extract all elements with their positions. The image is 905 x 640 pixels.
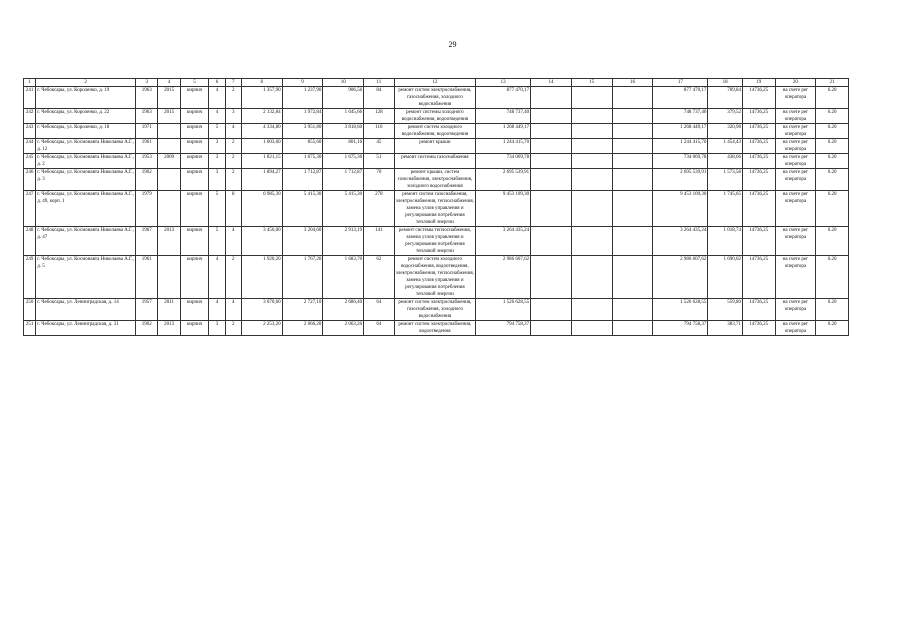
column-number-13: 13 bbox=[476, 79, 531, 87]
limit-cost-cell: 14736,25 bbox=[742, 191, 775, 227]
works-cell: ремонт систем холодного водоснабжения, водоотведения bbox=[394, 124, 475, 139]
entrances-cell: 2 bbox=[225, 139, 241, 154]
table-row bbox=[24, 154, 849, 169]
floors-cell: 5 bbox=[209, 227, 225, 256]
living-area-cell: 1 972,84 bbox=[282, 109, 323, 124]
column-number-18: 18 bbox=[708, 79, 743, 87]
column-number-1: 1 bbox=[24, 79, 36, 87]
cost-fund-cell bbox=[531, 109, 572, 124]
total-area-cell: 1 003,60 bbox=[241, 139, 282, 154]
wall-material-cell: кирпич bbox=[180, 191, 209, 227]
completion-term-cell: 6.20 bbox=[816, 124, 849, 139]
column-number-21: 21 bbox=[816, 79, 849, 87]
cost-total-cell: 794 758,37 bbox=[476, 321, 531, 336]
fund-method-cell: на счете рег оператора bbox=[775, 154, 816, 169]
cost-fund-cell bbox=[531, 139, 572, 154]
column-number-7: 7 bbox=[225, 79, 241, 87]
living-area-cell: 2 066,20 bbox=[282, 321, 323, 336]
completion-term-cell: 6.20 bbox=[816, 321, 849, 336]
column-number-20: 20 bbox=[775, 79, 816, 87]
residents-cell: 70 bbox=[364, 169, 395, 191]
cost-owners-cell: 2 695 539,91 bbox=[653, 169, 708, 191]
column-number-2: 2 bbox=[36, 79, 136, 87]
column-number-5: 5 bbox=[180, 79, 209, 87]
address-cell: г. Чебоксары, ул. Ленинградская, д. 31 bbox=[36, 321, 136, 336]
year-last-repair-cell bbox=[158, 191, 180, 227]
limit-cost-cell: 14736,25 bbox=[742, 256, 775, 299]
address-cell: г. Чебоксары, ул. Космонавта Николаева А.Г., д. 12 bbox=[37, 140, 134, 152]
cost-local-cell bbox=[612, 87, 653, 109]
wall-material-cell: кирпич bbox=[180, 169, 209, 191]
completion-term-cell: 6.20 bbox=[816, 169, 849, 191]
residents-cell: 64 bbox=[364, 299, 395, 321]
works-cell: ремонт систем газоснабжения, электроснабжения, теплоснабжения, замена узлов управления и регулирования потребления тепловой энергии bbox=[395, 192, 474, 225]
repair-table bbox=[23, 78, 849, 336]
address-cell: г. Чебоксары, ул. Короленко, д. 22 bbox=[36, 109, 136, 124]
residents-cell: 116 bbox=[364, 124, 395, 139]
limit-cost-cell: 14736,25 bbox=[742, 227, 775, 256]
unit-cost-cell: 709,84 bbox=[708, 87, 743, 109]
fund-method-cell: на счете рег оператора bbox=[775, 169, 816, 191]
row-number-cell: 251 bbox=[24, 321, 36, 336]
total-area-cell: 1 821,15 bbox=[241, 154, 282, 169]
unit-cost-cell: 438,66 bbox=[708, 154, 743, 169]
limit-cost-cell: 14736,25 bbox=[742, 139, 775, 154]
cost-local-cell bbox=[612, 124, 653, 139]
floors-cell: 3 bbox=[209, 321, 225, 336]
address-cell: г. Чебоксары, ул. Космонавта Николаева А.Г., д. 2 bbox=[37, 155, 134, 167]
total-area-cell: 1 920,20 bbox=[241, 256, 282, 299]
row-number-cell: 241 bbox=[24, 87, 36, 109]
cost-fund-cell bbox=[531, 191, 572, 227]
wall-material-cell: кирпич bbox=[180, 87, 209, 109]
living-area-cell: 1 237,90 bbox=[282, 87, 323, 109]
total-area-cell: 6 985,30 bbox=[241, 191, 282, 227]
column-number-row bbox=[24, 79, 849, 87]
cost-local-cell bbox=[612, 109, 653, 124]
table-row bbox=[24, 256, 849, 299]
wall-material-cell: кирпич bbox=[180, 124, 209, 139]
year-built-cell: 1957 bbox=[136, 299, 158, 321]
entrances-cell: 2 bbox=[225, 169, 241, 191]
table-row bbox=[24, 139, 849, 154]
cost-local-cell bbox=[612, 191, 653, 227]
completion-term-cell: 6.20 bbox=[816, 139, 849, 154]
cost-fund-cell bbox=[531, 87, 572, 109]
year-last-repair-cell bbox=[158, 256, 180, 299]
cost-budget-cell bbox=[571, 139, 612, 154]
works-cell: ремонт системы газоснабжения bbox=[394, 154, 475, 169]
residents-cell: 64 bbox=[364, 321, 395, 336]
residential-area-cell: 1 645,66 bbox=[323, 109, 364, 124]
fund-method-cell: на счете рег оператора bbox=[775, 124, 816, 139]
cost-local-cell bbox=[612, 139, 653, 154]
floors-cell: 3 bbox=[209, 154, 225, 169]
unit-cost-cell: 1 690,02 bbox=[708, 256, 743, 299]
cost-owners-cell: 1 268 449,17 bbox=[653, 124, 708, 139]
residential-area-cell: 2 913,19 bbox=[323, 227, 364, 256]
completion-term-cell: 6.20 bbox=[816, 87, 849, 109]
living-area-cell: 1 712,87 bbox=[282, 169, 323, 191]
cost-budget-cell bbox=[571, 109, 612, 124]
cost-local-cell bbox=[612, 321, 653, 336]
year-last-repair-cell: 2011 bbox=[158, 299, 180, 321]
entrances-cell: 2 bbox=[225, 87, 241, 109]
residential-area-cell: 1 712,87 bbox=[323, 169, 364, 191]
cost-local-cell bbox=[612, 256, 653, 299]
wall-material-cell: кирпич bbox=[180, 321, 209, 336]
wall-material-cell: кирпич bbox=[180, 154, 209, 169]
fund-method-cell: на счете рег оператора bbox=[775, 227, 816, 256]
table-row bbox=[24, 191, 849, 227]
unit-cost-cell: 379,52 bbox=[708, 109, 743, 124]
cost-fund-cell bbox=[531, 227, 572, 256]
completion-term-cell: 6.20 bbox=[816, 227, 849, 256]
fund-method-cell: на счете рег оператора bbox=[775, 139, 816, 154]
row-number-cell: 243 bbox=[24, 124, 36, 139]
cost-owners-cell: 2 986 607,62 bbox=[653, 256, 708, 299]
residential-area-cell: 1 675,36 bbox=[323, 154, 364, 169]
cost-owners-cell: 3 264 435,24 bbox=[653, 227, 708, 256]
fund-method-cell: на счете рег оператора bbox=[775, 256, 816, 299]
year-last-repair-cell: 2015 bbox=[158, 87, 180, 109]
cost-fund-cell bbox=[531, 169, 572, 191]
table-row bbox=[24, 299, 849, 321]
cost-owners-cell: 877 470,17 bbox=[653, 87, 708, 109]
entrances-cell: 3 bbox=[225, 109, 241, 124]
cost-owners-cell: 794 758,37 bbox=[653, 321, 708, 336]
limit-cost-cell: 14736,25 bbox=[742, 124, 775, 139]
limit-cost-cell: 14736,25 bbox=[742, 321, 775, 336]
works-cell: ремонт систем электроснабжения, газоснабжения, холодного водоснабжения bbox=[394, 299, 475, 321]
cost-total-cell: 748 737,40 bbox=[476, 109, 531, 124]
residents-cell: 45 bbox=[364, 139, 395, 154]
unit-cost-cell: 1 573,58 bbox=[708, 169, 743, 191]
year-last-repair-cell: 2013 bbox=[158, 227, 180, 256]
address-cell: г. Чебоксары, ул. Космонавта Николаева А.Г., д. 5 bbox=[36, 256, 136, 299]
column-number-17: 17 bbox=[653, 79, 708, 87]
wall-material-cell: кирпич bbox=[180, 227, 209, 256]
column-number-4: 4 bbox=[158, 79, 180, 87]
cost-total-cell: 877 470,17 bbox=[476, 87, 531, 109]
wall-material-cell: кирпич bbox=[180, 139, 209, 154]
year-built-cell: 1971 bbox=[136, 124, 158, 139]
column-number-6: 6 bbox=[209, 79, 225, 87]
cost-total-cell: 1 268 449,17 bbox=[476, 124, 531, 139]
row-number-cell: 247 bbox=[24, 191, 36, 227]
residential-area-cell: 2 686,40 bbox=[323, 299, 364, 321]
column-number-3: 3 bbox=[136, 79, 158, 87]
floors-cell: 4 bbox=[209, 299, 225, 321]
works-cell: ремонт крыши bbox=[394, 139, 475, 154]
column-number-14: 14 bbox=[531, 79, 572, 87]
cost-budget-cell bbox=[571, 321, 612, 336]
unit-cost-cell: 1 018,74 bbox=[708, 227, 743, 256]
unit-cost-cell: 383,71 bbox=[708, 321, 743, 336]
floors-cell: 4 bbox=[209, 109, 225, 124]
living-area-cell: 1 675,30 bbox=[282, 154, 323, 169]
total-area-cell: 1 894,27 bbox=[241, 169, 282, 191]
residential-area-cell: 2 063,26 bbox=[323, 321, 364, 336]
total-area-cell: 3 456,00 bbox=[241, 227, 282, 256]
table-row bbox=[24, 169, 849, 191]
residents-cell: 84 bbox=[364, 87, 395, 109]
floors-cell: 5 bbox=[209, 191, 225, 227]
total-area-cell: 3 070,60 bbox=[241, 299, 282, 321]
fund-method-cell: на счете рег оператора bbox=[775, 109, 816, 124]
cost-budget-cell bbox=[571, 87, 612, 109]
fund-method-cell: на счете рег оператора bbox=[775, 87, 816, 109]
works-cell: ремонт крыши, систем газоснабжения, электроснабжения, холодного водоснабжения bbox=[394, 169, 475, 191]
row-number-cell: 250 bbox=[24, 299, 36, 321]
cost-total-cell: 1 244 415,70 bbox=[476, 139, 531, 154]
cost-budget-cell bbox=[571, 191, 612, 227]
unit-cost-cell: 1 745,65 bbox=[708, 191, 743, 227]
cost-budget-cell bbox=[571, 256, 612, 299]
works-cell: ремонт систем холодного водоснабжения, водоотведения, электроснабжения, теплоснабжения, замена узлов управления и регулирования потребления тепловой энергии bbox=[395, 257, 474, 297]
column-number-10: 10 bbox=[323, 79, 364, 87]
year-last-repair-cell bbox=[158, 169, 180, 191]
column-number-19: 19 bbox=[742, 79, 775, 87]
cost-total-cell: 9 453 109,30 bbox=[476, 191, 531, 227]
year-built-cell: 1962 bbox=[136, 169, 158, 191]
cost-budget-cell bbox=[571, 169, 612, 191]
floors-cell: 3 bbox=[209, 169, 225, 191]
residents-cell: 128 bbox=[364, 109, 395, 124]
row-number-cell: 249 bbox=[24, 256, 36, 299]
cost-local-cell bbox=[612, 299, 653, 321]
entrances-cell: 2 bbox=[225, 321, 241, 336]
completion-term-cell: 6.20 bbox=[816, 154, 849, 169]
year-built-cell: 1979 bbox=[136, 191, 158, 227]
cost-total-cell: 3 264 435,24 bbox=[476, 227, 531, 256]
limit-cost-cell: 14736,25 bbox=[742, 109, 775, 124]
row-number-cell: 242 bbox=[24, 109, 36, 124]
residential-area-cell: 1 683,70 bbox=[323, 256, 364, 299]
entrances-cell: 4 bbox=[225, 124, 241, 139]
year-built-cell: 1967 bbox=[136, 227, 158, 256]
limit-cost-cell: 14736,25 bbox=[742, 169, 775, 191]
residential-area-cell: 3 818,60 bbox=[323, 124, 364, 139]
cost-fund-cell bbox=[531, 124, 572, 139]
residential-area-cell: 5 415,30 bbox=[323, 191, 364, 227]
address-cell: г. Чебоксары, ул. Короленко, д. 18 bbox=[36, 124, 136, 139]
entrances-cell: 4 bbox=[225, 227, 241, 256]
table-row bbox=[24, 87, 849, 109]
residential-area-cell: 906,56 bbox=[323, 87, 364, 109]
cost-owners-cell: 1 244 415,70 bbox=[653, 139, 708, 154]
completion-term-cell: 6.20 bbox=[816, 299, 849, 321]
limit-cost-cell: 14736,25 bbox=[742, 299, 775, 321]
entrances-cell: 4 bbox=[225, 299, 241, 321]
column-number-8: 8 bbox=[241, 79, 282, 87]
cost-fund-cell bbox=[531, 321, 572, 336]
living-area-cell: 5 415,30 bbox=[282, 191, 323, 227]
year-last-repair-cell: 2013 bbox=[158, 321, 180, 336]
column-number-16: 16 bbox=[612, 79, 653, 87]
table-row bbox=[24, 109, 849, 124]
address-cell: г. Чебоксары, ул. Короленко, д. 19 bbox=[36, 87, 136, 109]
wall-material-cell: кирпич bbox=[180, 256, 209, 299]
table-row bbox=[24, 227, 849, 256]
table-body bbox=[24, 79, 849, 336]
living-area-cell: 2 727,10 bbox=[282, 299, 323, 321]
row-number-cell: 246 bbox=[24, 169, 36, 191]
year-built-cell: 1953 bbox=[136, 154, 158, 169]
total-area-cell: 1 357,90 bbox=[241, 87, 282, 109]
address-cell: г. Чебоксары, ул. Космонавта Николаева А.Г., д. 49, корп. 1 bbox=[36, 191, 136, 227]
wall-material-cell: кирпич bbox=[180, 109, 209, 124]
year-last-repair-cell bbox=[158, 124, 180, 139]
cost-fund-cell bbox=[531, 299, 572, 321]
floors-cell: 4 bbox=[209, 87, 225, 109]
living-area-cell: 855,60 bbox=[282, 139, 323, 154]
entrances-cell: 8 bbox=[225, 191, 241, 227]
page-number: 29 bbox=[448, 40, 457, 49]
fund-method-cell: на счете рег оператора bbox=[775, 321, 816, 336]
living-area-cell: 3 204,60 bbox=[282, 227, 323, 256]
unit-cost-cell: 1 454,43 bbox=[708, 139, 743, 154]
cost-total-cell: 734 069,78 bbox=[476, 154, 531, 169]
works-cell: ремонт систем электроснабжения, газоснабжения, холодного водоснабжения bbox=[394, 87, 475, 109]
limit-cost-cell: 14736,25 bbox=[742, 87, 775, 109]
cost-budget-cell bbox=[571, 299, 612, 321]
cost-local-cell bbox=[612, 154, 653, 169]
limit-cost-cell: 14736,25 bbox=[742, 154, 775, 169]
total-area-cell: 2 253,20 bbox=[241, 321, 282, 336]
fund-method-cell: на счете рег оператора bbox=[775, 299, 816, 321]
year-built-cell: 1961 bbox=[136, 256, 158, 299]
cost-owners-cell: 734 069,78 bbox=[653, 154, 708, 169]
completion-term-cell: 6.20 bbox=[816, 109, 849, 124]
works-cell: ремонт систем электроснабжения, водоотведения bbox=[394, 321, 475, 336]
column-number-15: 15 bbox=[571, 79, 612, 87]
floors-cell: 3 bbox=[209, 139, 225, 154]
cost-budget-cell bbox=[571, 154, 612, 169]
living-area-cell: 3 951,80 bbox=[282, 124, 323, 139]
total-area-cell: 2 132,84 bbox=[241, 109, 282, 124]
year-last-repair-cell: 2009 bbox=[158, 154, 180, 169]
entrances-cell: 2 bbox=[225, 154, 241, 169]
works-cell: ремонт системы теплоснабжения, замена узлов управления и регулирования потребления тепловой энергии bbox=[394, 227, 475, 256]
year-built-cell: 1963 bbox=[136, 87, 158, 109]
residents-cell: 278 bbox=[364, 191, 395, 227]
cost-local-cell bbox=[612, 227, 653, 256]
cost-local-cell bbox=[612, 169, 653, 191]
cost-owners-cell: 9 453 109,30 bbox=[653, 191, 708, 227]
year-built-cell: 1963 bbox=[136, 109, 158, 124]
unit-cost-cell: 559,80 bbox=[708, 299, 743, 321]
address-cell: г. Чебоксары, ул. Ленинградская, д. 14 bbox=[36, 299, 136, 321]
floors-cell: 4 bbox=[209, 256, 225, 299]
residents-cell: 141 bbox=[364, 227, 395, 256]
cost-total-cell: 2 986 607,62 bbox=[476, 256, 531, 299]
cost-total-cell: 2 695 539,91 bbox=[476, 169, 531, 191]
row-number-cell: 245 bbox=[24, 154, 36, 169]
address-cell: г. Чебоксары, ул. Космонавта Николаева А.Г., д. 47 bbox=[36, 227, 136, 256]
column-number-12: 12 bbox=[394, 79, 475, 87]
year-last-repair-cell: 2015 bbox=[158, 109, 180, 124]
table-row bbox=[24, 124, 849, 139]
row-number-cell: 244 bbox=[24, 139, 36, 154]
year-built-cell: 1962 bbox=[136, 321, 158, 336]
cost-total-cell: 1 526 628,55 bbox=[476, 299, 531, 321]
living-area-cell: 1 767,20 bbox=[282, 256, 323, 299]
cost-fund-cell bbox=[531, 154, 572, 169]
cost-budget-cell bbox=[571, 124, 612, 139]
cost-owners-cell: 748 737,40 bbox=[653, 109, 708, 124]
year-last-repair-cell bbox=[158, 139, 180, 154]
row-number-cell: 248 bbox=[24, 227, 36, 256]
total-area-cell: 4 334,80 bbox=[241, 124, 282, 139]
column-number-11: 11 bbox=[364, 79, 395, 87]
completion-term-cell: 6.20 bbox=[816, 191, 849, 227]
fund-method-cell: на счете рег оператора bbox=[775, 191, 816, 227]
residential-area-cell: 801,16 bbox=[323, 139, 364, 154]
cost-fund-cell bbox=[531, 256, 572, 299]
column-number-9: 9 bbox=[282, 79, 323, 87]
cost-budget-cell bbox=[571, 227, 612, 256]
works-cell: ремонт системы холодного водоснабжения, водоотведения bbox=[394, 109, 475, 124]
wall-material-cell: кирпич bbox=[180, 299, 209, 321]
floors-cell: 5 bbox=[209, 124, 225, 139]
address-cell: г. Чебоксары, ул. Космонавта Николаева А.Г., д. 3 bbox=[36, 169, 136, 191]
table-row bbox=[24, 321, 849, 336]
residents-cell: 51 bbox=[364, 154, 395, 169]
entrances-cell: 2 bbox=[225, 256, 241, 299]
completion-term-cell: 6.20 bbox=[816, 256, 849, 299]
unit-cost-cell: 320,98 bbox=[708, 124, 743, 139]
year-built-cell: 1961 bbox=[136, 139, 158, 154]
cost-owners-cell: 1 526 628,55 bbox=[653, 299, 708, 321]
residents-cell: 62 bbox=[364, 256, 395, 299]
